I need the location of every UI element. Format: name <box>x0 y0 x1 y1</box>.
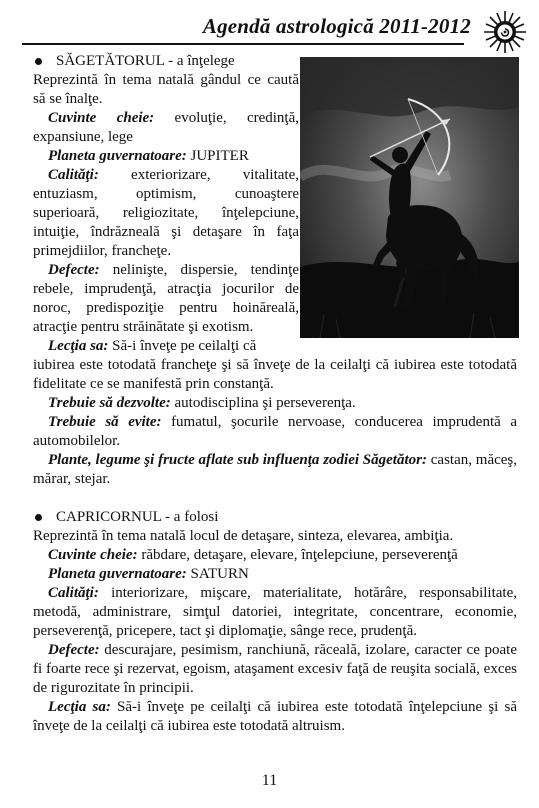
sagetator-lesson-line: Lecţia sa: Să-i înveţe pe ceilalţi că <box>48 338 257 354</box>
qualities-label: Calităţi: <box>48 167 99 183</box>
planet-label: Planeta guvernatoare: <box>48 566 187 582</box>
keywords-label: Cuvinte cheie: <box>48 110 155 126</box>
section-sagetator <box>33 52 517 489</box>
page-header <box>0 10 539 50</box>
lesson-label: Lecţia sa: <box>48 699 111 715</box>
header-title: Agendă astrologică 2011-2012 <box>202 14 471 38</box>
defects-label: Defecte: <box>48 262 100 278</box>
develop-label: Trebuie să dezvolte: <box>48 395 171 411</box>
sagetator-intro: Reprezintă în tema natală gândul ce caută să se înalţe. <box>33 72 299 107</box>
capricorn-title: CAPRICORNUL - a folosi <box>56 509 219 525</box>
sagetator-keywords: Cuvinte cheie: evoluţie, credinţă, expansiune, lege <box>33 110 300 145</box>
lesson-label: Lecţia sa: <box>48 338 109 354</box>
planet-label: Planeta guvernatoare: <box>48 148 187 164</box>
page-number: 11 <box>261 772 278 789</box>
sagetator-develop: Trebuie să dezvolte: autodisciplina şi perseverenţa. <box>48 395 356 411</box>
sagetator-avoid: Trebuie să evite: fumatul, şocurile nervoase, conducerea imprudentă a automobilelor. <box>33 414 517 449</box>
bullet-icon <box>35 514 42 521</box>
header-rule <box>22 43 464 45</box>
sagetator-lesson-continued: iubirea este totodată francheţe şi să înveţe de la ceilalţi că iubirea este totodată fidelitate ce se manifestă prin constanţă. <box>33 357 517 392</box>
keywords-label: Cuvinte cheie: <box>48 547 138 563</box>
page-body <box>33 52 517 736</box>
bullet-icon <box>35 58 42 65</box>
capricorn-qualities: Calităţi: interiorizare, mişcare, materialitate, hotărâre, responsabilitate, metodă, administrare, simţul datoriei, integritate, concentrare, economie, perseverenţă, pricepere, tact şi diplomaţie, sânge rece, prudenţă. <box>33 585 517 639</box>
sagetator-qualities: Calităţi: exteriorizare, vitalitate, entuziasm, optimism, cunoaştere superioară, religiozitate, înţelepciune, intuiţie, îndrăzneală şi detaşare în faţa primejdiilor, francheţe. <box>33 167 299 259</box>
capricorn-intro: Reprezintă în tema natală locul de detaşare, sinteza, elevarea, ambiţia. <box>33 528 454 544</box>
plants-label: Plante, legume şi fructe aflate sub influenţa zodiei Săgetător: <box>48 452 427 468</box>
section-capricorn <box>33 508 517 736</box>
sagetator-plants: Plante, legume şi fructe aflate sub influenţa zodiei Săgetător: castan, măceş, mărar, stejar. <box>33 452 517 487</box>
section-title-sagetator <box>33 52 517 71</box>
sagetator-title: SĂGETĂTORUL - a înţelege <box>56 53 235 69</box>
avoid-label: Trebuie să evite: <box>48 414 162 430</box>
sagetator-defects: Defecte: nelinişte, dispersie, tendinţe rebele, imprudenţă, atracţia jocurilor de noroc, predispoziţie pentru hoinăreală, atracţie pentru străinătate şi exotism. <box>33 262 299 335</box>
sagetator-planet: Planeta guvernatoare: JUPITER <box>48 148 249 164</box>
capricorn-planet: Planeta guvernatoare: SATURN <box>48 566 249 582</box>
capricorn-keywords: Cuvinte cheie: răbdare, detaşare, elevare, înţelepciune, perseverenţă <box>48 547 458 563</box>
qualities-label: Calităţi: <box>48 585 99 601</box>
capricorn-defects: Defecte: descurajare, pesimism, ranchiună, răceală, izolare, caracter ce poate fi foarte rece şi rezervat, egoism, ataşament excesiv faţă de reuşita socială, exces de rigurozitate în principii. <box>33 642 518 696</box>
section-title-capricorn <box>33 508 517 527</box>
capricorn-lesson: Lecţia sa: Să-i înveţe pe ceilalţi că iubirea este totodată înţelepciune şi să înveţe de la ceilalţi că iubirea este totodată altruism. <box>33 699 517 734</box>
defects-label: Defecte: <box>48 642 100 658</box>
zodiac-emblem-icon <box>483 10 527 54</box>
